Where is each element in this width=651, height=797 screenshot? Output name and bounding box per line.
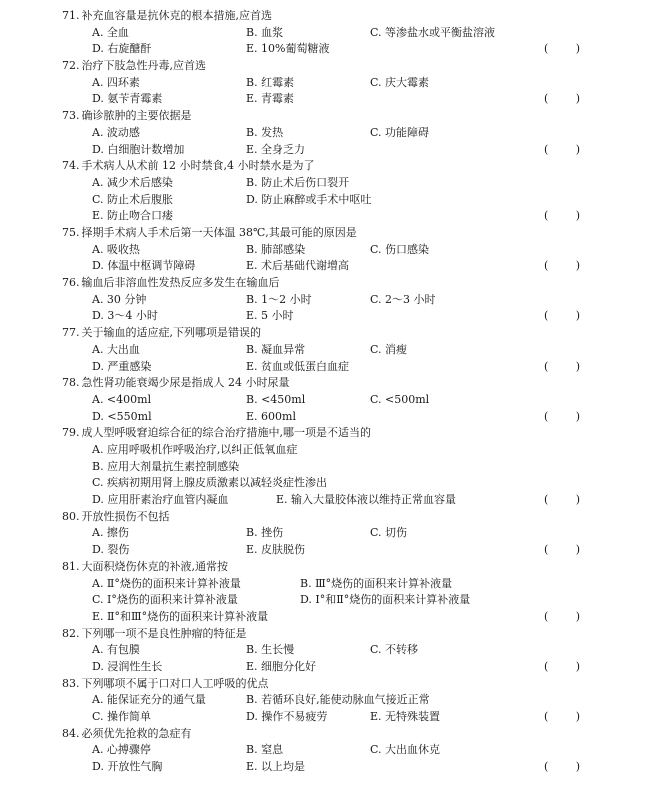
answer-blank[interactable]: ( ) [544, 42, 580, 56]
question-80 [0, 509, 651, 559]
option-c[interactable]: C. 不转移 [370, 643, 419, 657]
options-row [0, 258, 651, 275]
option-e[interactable]: E. Ⅱ°和Ⅲ°烧伤的面积来计算补液量 [92, 609, 269, 623]
options-row [0, 342, 651, 359]
option-a[interactable]: A. <400ml [92, 392, 152, 406]
option-b[interactable]: B. 生长慢 [246, 643, 295, 657]
question-stem: 83. 下列哪项不属于口对口人工呼吸的优点 [62, 676, 269, 690]
options-row [0, 459, 651, 476]
option-d[interactable]: D. 严重感染 [92, 359, 152, 373]
option-a[interactable]: A. 大出血 [92, 342, 140, 356]
question-stem: 71. 补充血容量是抗休克的根本措施,应首选 [62, 9, 272, 22]
option-b[interactable]: B. 肺部感染 [246, 242, 306, 256]
options-row [0, 242, 651, 259]
question-77 [0, 325, 651, 375]
question-stem: 78. 急性肾功能衰竭少尿是指成人 24 小时尿量 [62, 376, 290, 390]
option-a[interactable]: A. 能保证充分的通气量 [92, 693, 206, 707]
question-stem: 80. 开放性损伤不包括 [62, 509, 170, 523]
option-b[interactable]: B. 挫伤 [246, 526, 284, 540]
answer-blank[interactable]: ( ) [544, 309, 580, 323]
option-d[interactable]: D. 浸润性生长 [92, 660, 163, 673]
option-e[interactable]: E. 术后基础代谢增高 [246, 259, 350, 273]
answer-blank[interactable]: ( ) [544, 710, 580, 724]
answer-blank[interactable]: ( ) [544, 760, 580, 774]
answer-blank[interactable]: ( ) [544, 142, 580, 156]
option-a[interactable]: A. 减少术后感染 [92, 175, 173, 189]
option-c[interactable]: C. 疾病初期用肾上腺皮质激素以减轻炎症性渗出 [92, 476, 328, 490]
question-stem: 81. 大面积烧伤休克的补液,通常按 [62, 559, 228, 573]
answer-blank[interactable]: ( ) [544, 359, 580, 373]
option-b[interactable]: B. 1～2 小时 [246, 292, 312, 306]
option-b[interactable]: B. Ⅲ°烧伤的面积来计算补液量 [300, 576, 453, 590]
option-e[interactable]: E. 贫血或低蛋白血症 [246, 359, 350, 373]
option-a[interactable]: A. 吸收热 [92, 242, 140, 256]
options-row [0, 91, 651, 108]
question-stem: 73. 确诊脓肿的主要依据是 [62, 109, 192, 123]
options-row [0, 709, 651, 726]
options-row [0, 759, 651, 776]
question-stem: 84. 必须优先抢救的急症有 [62, 726, 192, 740]
option-e[interactable]: E. 10%葡萄糖液 [246, 42, 330, 56]
question-stem: 74. 手术病人从术前 12 小时禁食,4 小时禁水是为了 [62, 159, 315, 173]
answer-blank[interactable]: ( ) [544, 609, 580, 623]
option-b[interactable]: B. 应用大剂量抗生素控制感染 [92, 459, 240, 473]
option-e[interactable]: E. 防止吻合口瘘 [92, 209, 174, 223]
option-c[interactable]: C. 功能障碍 [370, 125, 430, 139]
options-row [0, 25, 651, 42]
question-72 [0, 58, 651, 108]
question-76 [0, 275, 651, 325]
option-e[interactable]: E. 全身乏力 [246, 142, 306, 156]
options-row [0, 475, 651, 492]
options-row [0, 392, 651, 409]
option-c[interactable]: C. 大出血休克 [370, 743, 441, 757]
option-c[interactable]: C. <500ml [370, 392, 430, 406]
question-stem: 72. 治疗下肢急性丹毒,应首选 [62, 59, 206, 73]
option-b[interactable]: B. 若循环良好,能使动脉血气接近正常 [246, 693, 430, 707]
option-b[interactable]: B. 红霉素 [246, 75, 295, 89]
options-row [0, 742, 651, 759]
option-b[interactable]: B. 发热 [246, 125, 284, 139]
option-a[interactable]: A. 应用呼吸机作呼吸治疗,以纠正低氧血症 [92, 443, 298, 457]
option-d[interactable]: D. 应用肝素治疗血管内凝血 [92, 493, 229, 507]
question-stem: 79. 成人型呼吸窘迫综合征的综合治疗措施中,哪一项是不适当的 [62, 426, 371, 440]
options-row [0, 75, 651, 92]
answer-blank[interactable]: ( ) [544, 409, 580, 423]
options-row [0, 208, 651, 225]
option-d[interactable]: D. 开放性气胸 [92, 760, 163, 774]
question-79 [0, 425, 651, 508]
option-e[interactable]: E. 输入大量胶体液以维持正常血容量 [276, 493, 457, 507]
question-78 [0, 375, 651, 425]
option-c[interactable]: C. 伤口感染 [370, 242, 430, 256]
option-d[interactable]: D. 白细胞计数增加 [92, 142, 185, 156]
question-74 [0, 158, 651, 225]
option-d[interactable]: D. 裂伤 [92, 543, 130, 557]
options-row [0, 642, 651, 659]
options-row [0, 525, 651, 542]
option-a[interactable]: A. 有包膜 [92, 643, 140, 657]
question-83 [0, 676, 651, 726]
option-a[interactable]: A. 四环素 [92, 75, 140, 89]
options-row [0, 542, 651, 559]
question-stem: 77. 关于输血的适应症,下列哪项是错误的 [62, 326, 261, 340]
options-row [0, 659, 651, 676]
options-row [0, 308, 651, 325]
options-row [0, 576, 651, 593]
options-row [0, 359, 651, 376]
question-stem: 76. 输血后非溶血性发热反应多发生在输血后 [62, 276, 280, 290]
answer-blank[interactable]: ( ) [544, 209, 580, 223]
option-c[interactable]: C. 防止术后腹胀 [92, 192, 174, 206]
question-stem: 82. 下列哪一项不是良性肿瘤的特征是 [62, 626, 247, 640]
question-73 [0, 108, 651, 158]
option-e[interactable]: E. 600ml [246, 409, 296, 423]
answer-blank[interactable]: ( ) [544, 660, 580, 673]
option-b[interactable]: B. 防止术后伤口裂开 [246, 175, 350, 189]
options-row [0, 175, 651, 192]
option-b[interactable]: B. 血浆 [246, 25, 284, 39]
option-d[interactable]: D. 体温中枢调节障碍 [92, 259, 196, 273]
options-row [0, 292, 651, 309]
option-d[interactable]: D. 防止麻醉或手术中呕吐 [246, 192, 372, 206]
option-d[interactable]: D. 右旋醣酐 [92, 42, 152, 56]
option-c[interactable]: C. 等渗盐水或平衡盐溶液 [370, 25, 496, 39]
option-a[interactable]: A. 全血 [92, 25, 129, 39]
options-row [0, 125, 651, 142]
option-c[interactable]: C. 消瘦 [370, 342, 408, 356]
option-d[interactable]: D. Ⅰ°和Ⅱ°烧伤的面积来计算补液量 [300, 593, 471, 607]
option-a[interactable]: A. 波动感 [92, 125, 140, 139]
option-a[interactable]: A. 擦伤 [92, 526, 129, 540]
option-c[interactable]: C. 操作简单 [92, 710, 152, 724]
question-84 [0, 726, 651, 776]
answer-blank[interactable]: ( ) [544, 259, 580, 273]
option-e[interactable]: E. 以上均是 [246, 760, 306, 774]
options-row [0, 41, 651, 58]
options-row [0, 409, 651, 426]
answer-blank[interactable]: ( ) [544, 92, 580, 106]
option-a[interactable]: A. 心搏骤停 [92, 743, 151, 757]
answer-blank[interactable]: ( ) [544, 543, 580, 557]
options-row [0, 492, 651, 509]
options-row [0, 692, 651, 709]
question-82 [0, 626, 651, 676]
answer-blank[interactable]: ( ) [544, 493, 580, 507]
question-71 [0, 8, 651, 58]
option-d[interactable]: D. <550ml [92, 409, 152, 423]
options-row [0, 192, 651, 209]
option-c[interactable]: C. 切伤 [370, 526, 408, 540]
option-c[interactable]: C. Ⅰ°烧伤的面积来计算补液量 [92, 593, 238, 607]
option-b[interactable]: B. 凝血异常 [246, 342, 306, 356]
option-a[interactable]: A. 30 分钟 [92, 292, 147, 306]
option-e[interactable]: E. 5 小时 [246, 309, 294, 323]
question-81 [0, 559, 651, 626]
question-stem: 75. 择期手术病人手术后第一天体温 38℃,其最可能的原因是 [62, 226, 357, 239]
option-c[interactable]: C. 2～3 小时 [370, 292, 436, 306]
option-d[interactable]: D. 3～4 小时 [92, 309, 158, 323]
option-a[interactable]: A. Ⅱ°烧伤的面积来计算补液量 [92, 576, 241, 590]
options-row [0, 442, 651, 459]
options-row [0, 142, 651, 159]
option-b[interactable]: B. 窒息 [246, 743, 284, 757]
option-e[interactable]: E. 青霉素 [246, 92, 295, 106]
option-e[interactable]: E. 皮肤脱伤 [246, 543, 306, 557]
option-e[interactable]: E. 无特殊装置 [370, 710, 441, 724]
option-d[interactable]: D. 操作不易疲劳 [246, 710, 328, 724]
question-75 [0, 225, 651, 275]
options-row [0, 592, 651, 609]
option-d[interactable]: D. 氨苄青霉素 [92, 92, 163, 106]
options-row [0, 609, 651, 626]
option-b[interactable]: B. <450ml [246, 392, 306, 406]
option-c[interactable]: C. 庆大霉素 [370, 75, 430, 89]
option-e[interactable]: E. 细胞分化好 [246, 660, 317, 673]
